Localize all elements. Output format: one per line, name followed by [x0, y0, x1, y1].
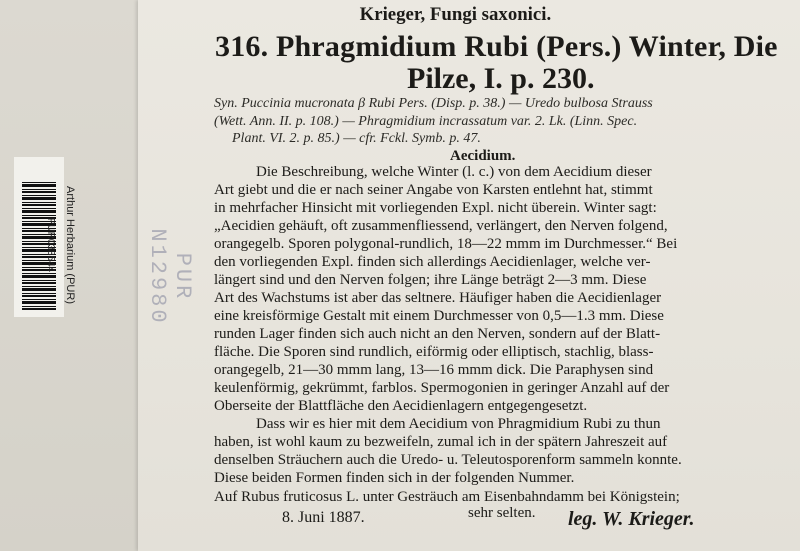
body-line: haben, ist wohl kaum zu bezweifeln, zumal ich in der spätern Jahreszeit auf	[214, 434, 668, 450]
body-line: Art giebt und die er nach seiner Angabe von Karsten entlehnt hat, stimmt	[214, 182, 653, 198]
body-line: eine kreisförmige Gestalt mit einem Durchmesser von 0,5—1.3 mm. Diese	[214, 308, 664, 324]
body-line: orangegelb. Sporen polygonal-rundlich, 18—22 mmm im Durchmesser.“ Bei	[214, 236, 678, 252]
body-line: Dass wir es hier mit dem Aecidium von Phragmidium Rubi zu thun	[256, 416, 661, 432]
synonym-line: Plant. VI. 2. p. 85.) — cfr. Fckl. Symb. p. 47.	[232, 131, 481, 146]
body-line: denselben Sträuchern auch die Uredo- u. Teleutosporenform sammeln konnte.	[214, 452, 682, 468]
body-line: Diese beiden Formen finden sich in der folgenden Nummer.	[214, 470, 575, 486]
species-title-line1: 316. Phragmidium Rubi (Pers.) Winter, Die	[215, 30, 778, 63]
collection-date: 8. Juni 1887.	[282, 509, 365, 526]
body-line: längert sind und den Nerven folgen; ihre Länge beträgt 2—3 mm. Diese	[214, 272, 647, 288]
accession-stamp: PUR N12980	[145, 228, 195, 326]
body-line: keulenförmig, gekrümmt, farblos. Spermogonien in geringer Anzahl auf der	[214, 380, 670, 396]
body-line: Die Beschreibung, welche Winter (l. c.) von dem Aecidium dieser	[256, 164, 652, 180]
body-line: in mehrfacher Hinsicht mit vorliegenden Expl. nicht überein. Winter sagt:	[214, 200, 657, 216]
body-line: Oberseite der Blattfläche den Aecidienlagern entgegengesetzt.	[214, 398, 588, 414]
synonym-line: (Wett. Ann. II. p. 108.) — Phragmidium incrassatum var. 2. Lk. (Linn. Spec.	[214, 114, 638, 129]
body-line: fläche. Die Sporen sind rundlich, eiförmig oder elliptisch, stachlig, blass-	[214, 344, 654, 360]
herbarium-name: Arthur Herbarium (PUR)	[64, 186, 76, 304]
body-line: „Aecidien gehäuft, oft zusammenfliessend, verlängert, den Nerven folgend,	[214, 218, 668, 234]
series-title: Krieger, Fungi saxonici.	[359, 4, 552, 25]
synonym-line: Syn. Puccinia mucronata β Rubi Pers. (Disp. p. 38.) — Uredo bulbosa Strauss	[214, 96, 653, 111]
body-line: den vorliegenden Expl. finden sich allerdings Aecidienlager, welche ver-	[214, 254, 651, 270]
species-title-line2: Pilze, I. p. 230.	[407, 62, 595, 95]
barcode-number: PUR038544	[45, 217, 56, 273]
body-line: orangegelb, 21—30 mmm lang, 13—16 mmm dick. Die Paraphysen sind	[214, 362, 654, 378]
body-line: runden Lager finden sich auch nicht an den Nerven, sondern auf der Blatt-	[214, 326, 661, 342]
locality-line: Auf Rubus fruticosus L. unter Gesträuch am Eisenbahndamm bei Königstein;	[214, 489, 680, 505]
body-line: Art des Wachstums ist aber das seltnere. Häufiger haben die Aecidienlager	[214, 290, 662, 306]
section-heading: Aecidium.	[450, 148, 516, 164]
collector: leg. W. Krieger.	[568, 508, 695, 530]
frequency-note: sehr selten.	[468, 505, 536, 521]
